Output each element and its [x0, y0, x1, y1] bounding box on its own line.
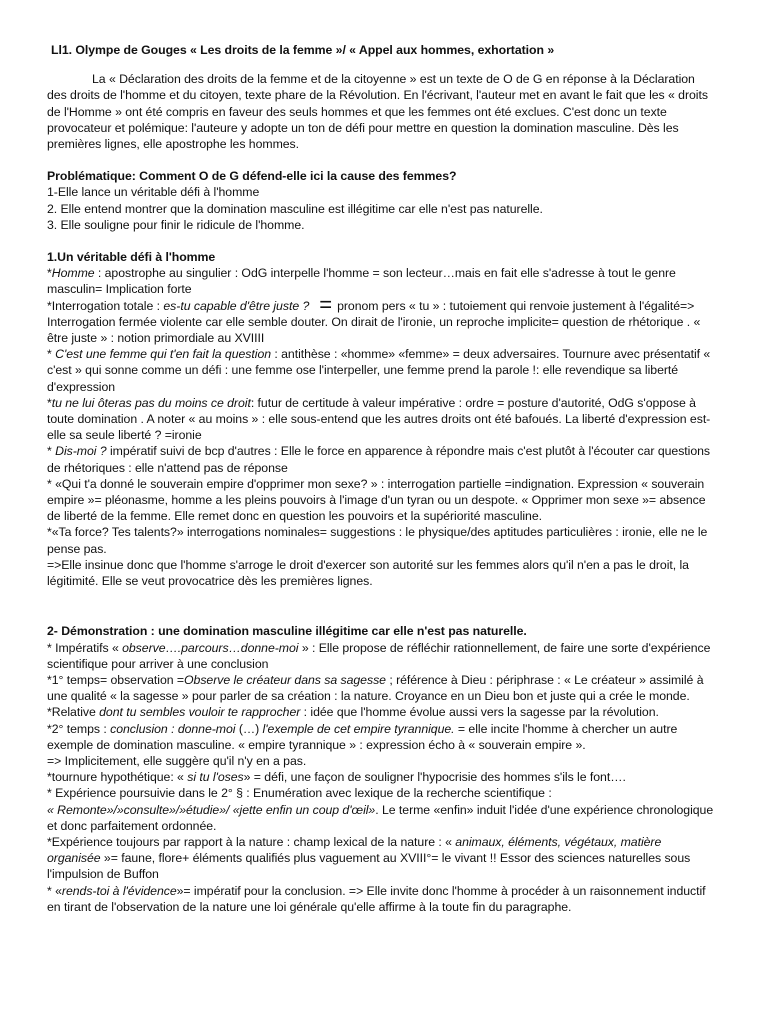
spacer	[47, 152, 716, 168]
section1-heading: 1.Un véritable défi à l'homme	[47, 250, 216, 265]
section2-paragraph: *tournure hypothétique: « si tu l'oses» = défi, une façon de souligner l'hypocrisie des hommes s'ils le font….	[47, 770, 626, 785]
spacer	[47, 233, 716, 249]
section2-paragraph: « Remonte»/»consulte»/»étudie»/ «jette enfin un coup d'œil». Le terme «enfin» induit l'idée d'une expérience chronologique et donc parfaitement ordonnée.	[47, 802, 714, 833]
problematique-list	[47, 184, 716, 233]
section1-paragraph: * C'est une femme qui t'en fait la question : antithèse : «homme» «femme» = deux adversaires. Tournure avec présentatif « c'est » qui sonne comme un défi : une femme ose l'interpeller, une femme prend la parole !: elle revendique sa liberté d'expression	[47, 347, 711, 394]
section2-paragraph: *Expérience toujours par rapport à la nature : champ lexical de la nature : « animaux, éléments, végétaux, matière organisée »= faune, flore+ éléments qualifiés plus vaguement au XVIII°= le vivant !! Essor des sciences naturelles sous l'impulsion de Buffon	[47, 834, 691, 882]
section2-heading: 2- Démonstration : une domination masculine illégitime car elle n'est pas naturelle.	[47, 624, 527, 639]
section1-conclusion: =>Elle insinue donc que l'homme s'arroge le droit d'exercer son autorité sur les femmes alors qu'il n'en a pas le droit, la légitimité. Elle se veut provocatrice dès les premières lignes.	[47, 557, 689, 589]
section2-paragraph: *Relative dont tu sembles vouloir te rapprocher : idée que l'homme évolue aussi vers la sagesse par la révolution.	[47, 705, 659, 720]
problematique-item: 2. Elle entend montrer que la domination masculine est illégitime car elle n'est pas naturelle.	[47, 201, 543, 216]
problematique-item: 1-Elle lance un véritable défi à l'homme	[47, 185, 260, 200]
section1-paragraph: * «Qui t'a donné le souverain empire d'opprimer mon sexe? » : interrogation partielle =indignation. Expression « souverain empire »= pléonasme, homme a les pleins pouvoirs à l'image d'un tyran ou un despote. « Opprimer mon sexe »= absence de liberté de la femme. Elle remet donc en question les pouvoirs et la supériorité masculine.	[47, 476, 706, 524]
section1-paragraph: * Dis-moi ? impératif suivi de bcp d'autres : Elle le force en apparence à répondre mais c'est plutôt à l'écouter car questions de rhétoriques : elle n'attend pas de réponse	[47, 444, 711, 475]
section2-paragraph: => Implicitement, elle suggère qu'il n'y en a pas.	[47, 753, 307, 768]
section2-paragraph: *2° temps : conclusion : donne-moi (…) l'exemple de cet empire tyrannique. = elle incite l'homme à chercher un autre exemple de domination masculine. « empire tyrannique » : expression écho à « souverain empire ».	[47, 721, 678, 752]
intro-paragraph: La « Déclaration des droits de la femme et de la citoyenne » est un texte de O de G en réponse à la Déclaration des droits de l'homme et du citoyen, texte phare de la Révolution. En l'écrivant, l'auteur met en avant le fait que les « droits de l'Homme » ont été compris en faveur des seuls hommes et que les femmes ont été exclues. C'est donc un texte provocateur et polémique: l'auteure y adopte un ton de défi pour mettre en question la domination masculine. Dès les premières lignes, elle apostrophe les hommes.	[47, 72, 708, 152]
section2-paragraph: * Expérience poursuivie dans le 2° § : Enumération avec lexique de la recherche scientifique :	[47, 786, 552, 801]
section2-paragraph: * Impératifs « observe….parcours…donne-moi » : Elle propose de réfléchir rationnellement, de faire une sorte d'expérience scientifique pour arriver à une conclusion	[47, 640, 711, 671]
document-title: Ll1. Olympe de Gouges « Les droits de la femme »/ « Appel aux hommes, exhortation »	[51, 43, 555, 57]
problematique-item: 3. Elle souligne pour finir le ridicule de l'homme.	[47, 217, 305, 232]
section2-paragraph: *1° temps= observation =Observe le créateur dans sa sagesse ; référence à Dieu : périphrase : « Le créateur » assimilé à une qualité « la sagesse » pour parler de sa création : la nature. Croyance en un Dieu bon et juste qui a crée le monde.	[47, 672, 704, 704]
section1-paragraph: *Homme : apostrophe au singulier : OdG interpelle l'homme = son lecteur…mais en fait elle s'adresse à tout le genre masculin= Implication forte	[47, 266, 676, 297]
section2-paragraph: * «rends-toi à l'évidence»= impératif pour la conclusion. => Elle invite donc l'homme à procéder à un raisonnement inductif en tirant de l'observation de la nature une loi générale qu'elle affirme à la toute fin du paragraphe.	[47, 883, 706, 914]
section1-paragraph: *Interrogation totale : es-tu capable d'être juste ? = pronom pers « tu » : tutoiement qui renvoie justement à l'égalité=> Interrogation fermée violente car elle semble douter. On dirait de l'ironie, un reproche implicite= question de rhétorique . « être juste » : notion primordiale au XVIIII	[47, 291, 701, 346]
section1-paragraph: *tu ne lui ôteras pas du moins ce droit: futur de certitude à valeur impérative : ordre = posture d'autorité, OdG s'oppose à toute domination . A noter « au moins » : elle sous-entend que les autres droits ont été bafoués. La liberté d'expression est-elle sa seule liberté ? =ironie	[47, 395, 711, 443]
section1-paragraph: *«Ta force? Tes talents?» interrogations nominales= suggestions : le physique/des aptitudes particulières : ironie, elle ne le pense pas.	[47, 525, 708, 556]
spacer	[47, 589, 716, 623]
problematique-heading: Problématique: Comment O de G défend-elle ici la cause des femmes?	[47, 169, 457, 184]
